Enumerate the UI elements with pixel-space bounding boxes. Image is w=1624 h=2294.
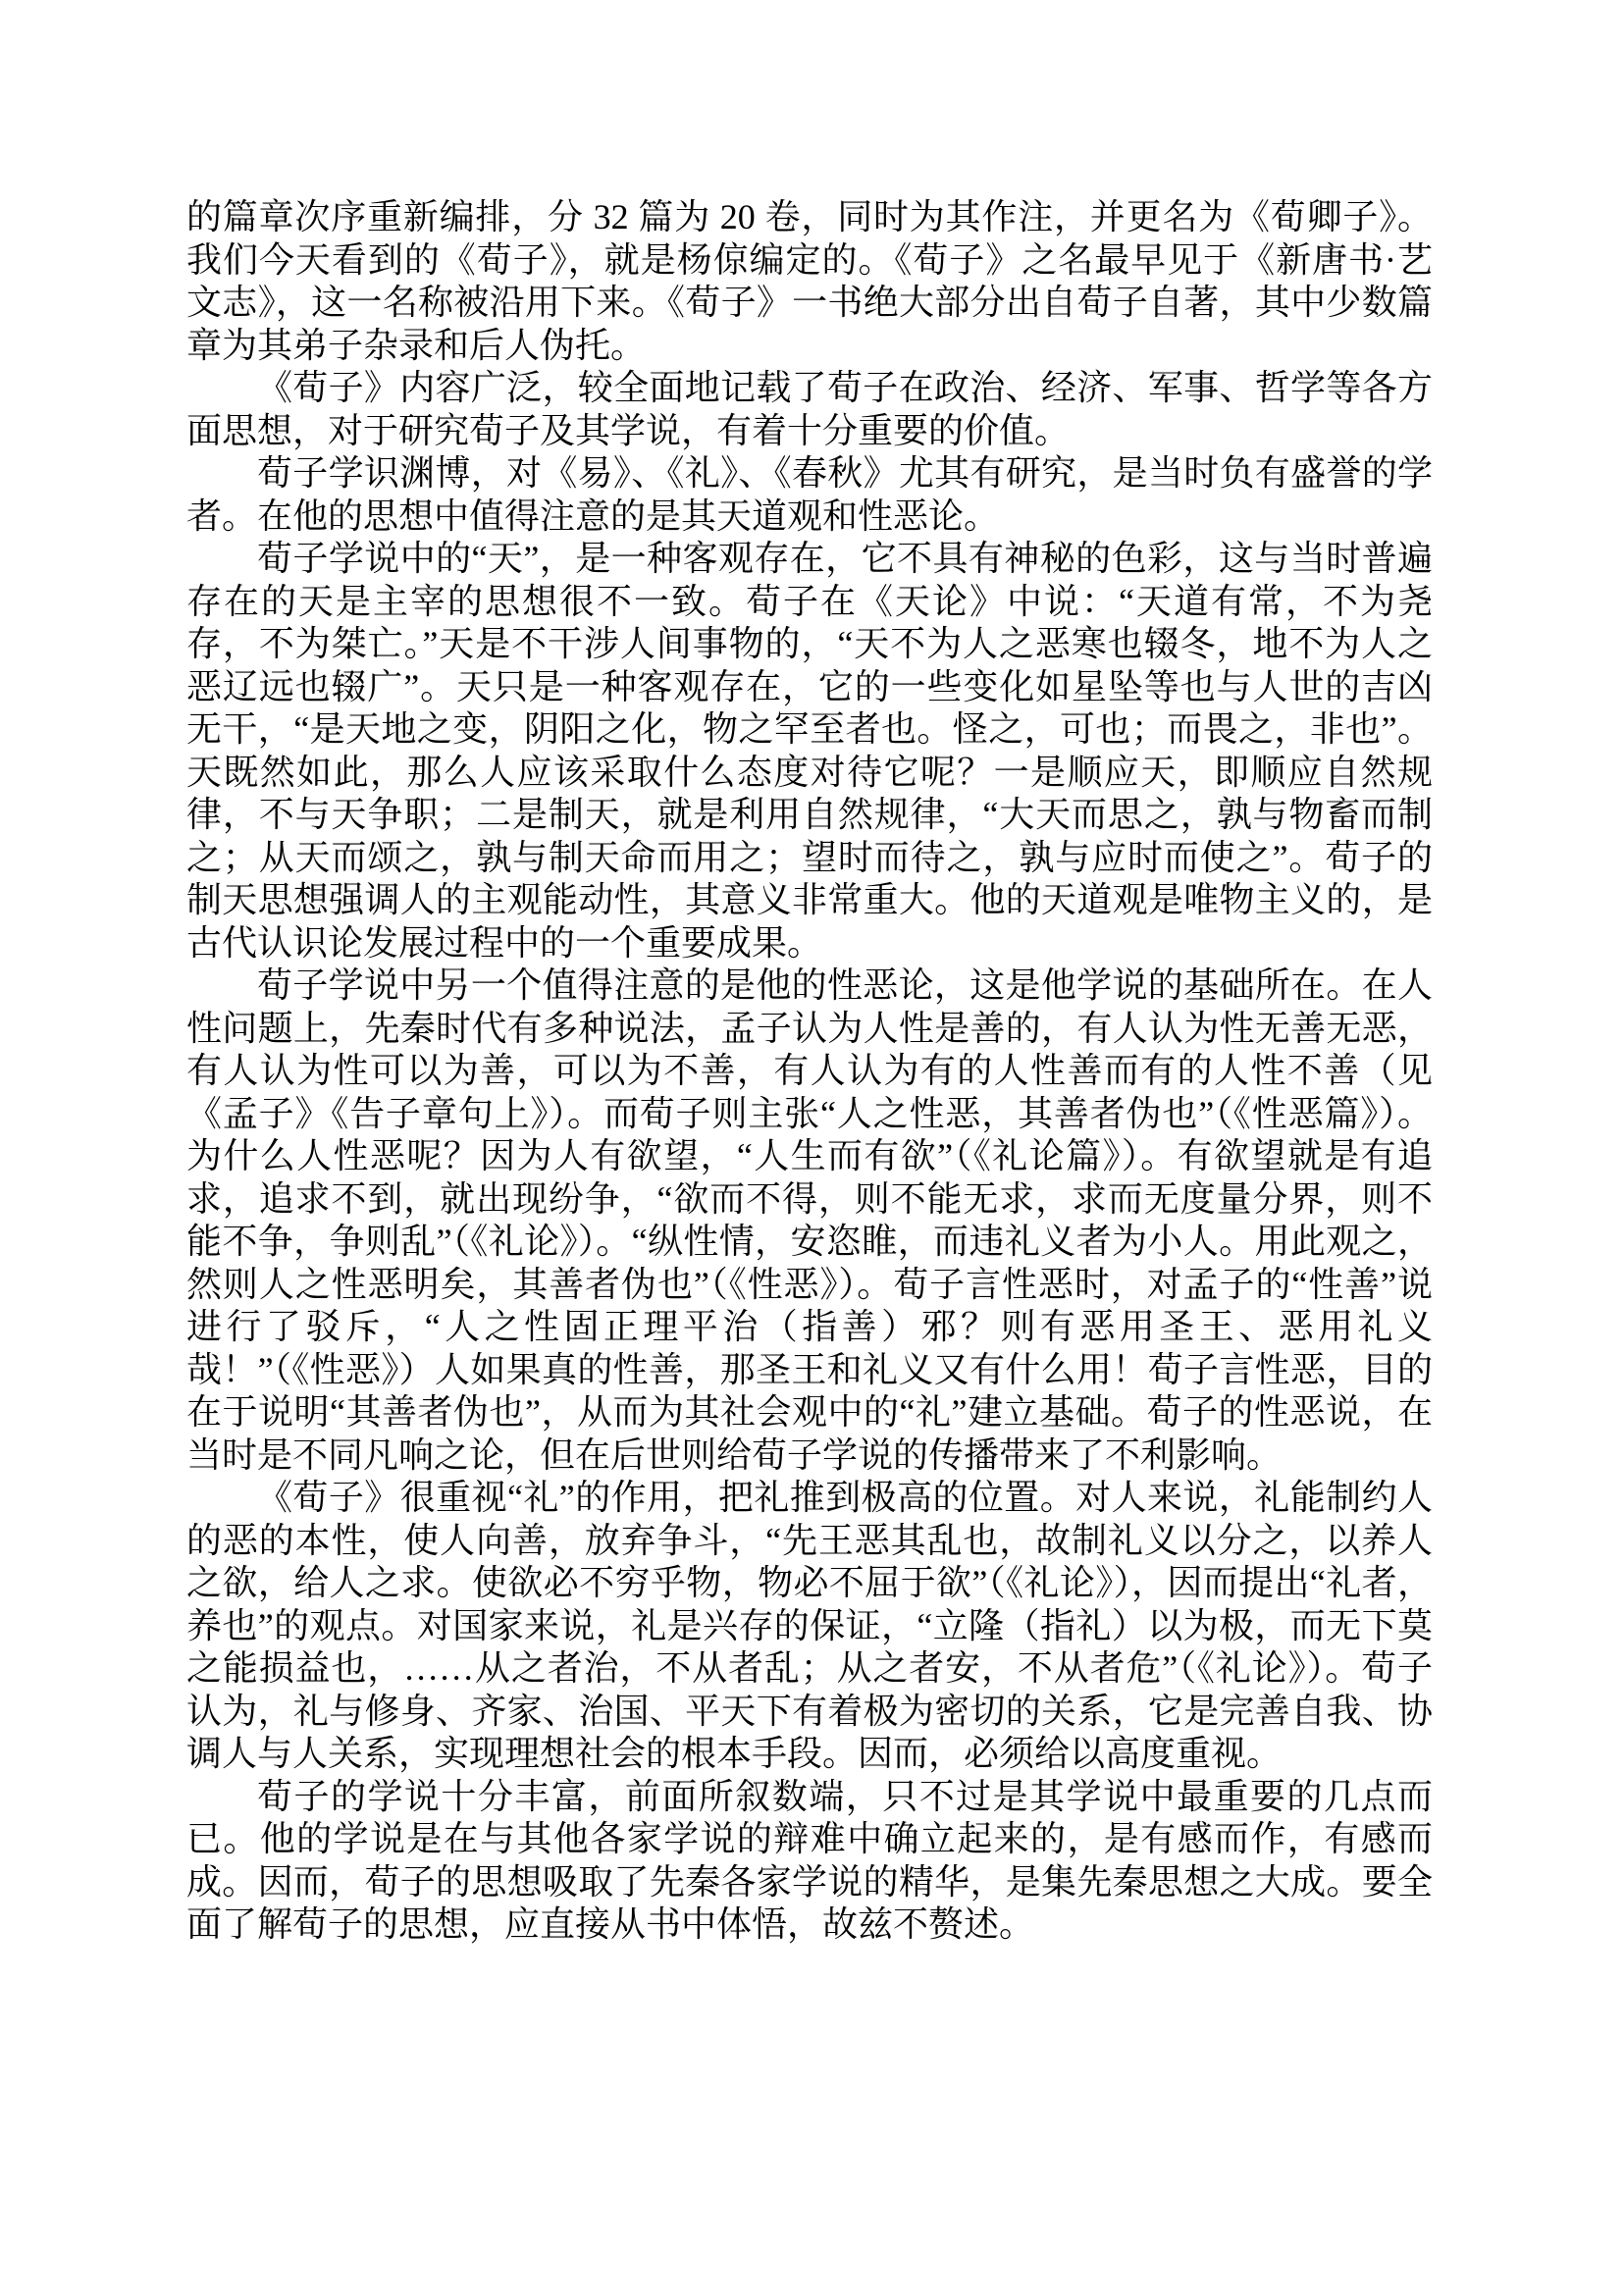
paragraph-li-theory: 《荀子》很重视“礼”的作用，把礼推到极高的位置。对人来说，礼能制约人的恶的本性，使人向善，放弃争斗，“先王恶其乱也，故制礼义以分之，以养人之欲，给人之求。使欲必不穷乎物，物必不屈于欲”（《礼论》），因而提出“礼者，养也”的观点。对国家来说，礼是兴存的保证，“立隆（指礼）以为极，而无下莫之能损益也，……从之者治，不从者乱；从之者安，不从者危”（《礼论》）。荀子认为，礼与修身、齐家、治国、平天下有着极为密切的关系，它是完善自我、协调人与人关系，实现理想社会的根本手段。因而，必须给以高度重视。 bbox=[186, 1478, 1433, 1773]
paragraph-tian-theory: 荀子学说中的“天”，是一种客观存在，它不具有神秘的色彩，这与当时普遍存在的天是主宰的思想很不一致。荀子在《天论》中说：“天道有常，不为尧存，不为桀亡。”天是不干涉人间事物的，“天不为人之恶寒也辍冬，地不为人之恶辽远也辍广”。天只是一种客观存在，它的一些变化如星坠等也与人世的吉凶无干，“是天地之变，阴阳之化，物之罕至者也。怪之，可也；而畏之，非也”。天既然如此，那么人应该采取什么态度对待它呢？一是顺应天，即顺应自然规律，不与天争职；二是制天，就是利用自然规律，“大天而思之，孰与物畜而制之；从天而颂之，孰与制天命而用之；望时而待之，孰与应时而使之”。荀子的制天思想强调人的主观能动性，其意义非常重大。他的天道观是唯物主义的，是古代认识论发展过程中的一个重要成果。 bbox=[186, 539, 1433, 963]
paragraph-continuation: 的篇章次序重新编排，分 32 篇为 20 卷，同时为其作注，并更名为《荀卿子》。我们今天看到的《荀子》，就是杨倞编定的。《荀子》之名最早见于《新唐书·艺文志》，这一名称被沿用下来。《荀子》一书绝大部分出自荀子自著，其中少数篇章为其弟子杂录和后人伪托。 bbox=[186, 197, 1433, 365]
paragraph-conclusion: 荀子的学说十分丰富，前面所叙数端，只不过是其学说中最重要的几点而已。他的学说是在与其他各家学说的辩难中确立起来的，是有感而作，有感而成。因而，荀子的思想吸取了先秦各家学说的精华，是集先秦思想之大成。要全面了解荀子的思想，应直接从书中体悟，故兹不赘述。 bbox=[186, 1776, 1433, 1944]
paragraph-scholarship: 荀子学识渊博，对《易》、《礼》、《春秋》尤其有研究，是当时负有盛誉的学者。在他的思想中值得注意的是其天道观和性恶论。 bbox=[186, 453, 1433, 536]
document-text-block bbox=[186, 196, 1433, 1947]
paragraph-overview: 《荀子》内容广泛，较全面地记载了荀子在政治、经济、军事、哲学等各方面思想，对于研究荀子及其学说，有着十分重要的价值。 bbox=[186, 368, 1433, 450]
paragraph-xing-e-theory: 荀子学说中另一个值得注意的是他的性恶论，这是他学说的基础所在。在人性问题上，先秦时代有多种说法，孟子认为人性是善的，有人认为性无善无恶，有人认为性可以为善，可以为不善，有人认为有的人性善而有的人性不善（见《孟子》《告子章句上》）。而荀子则主张“人之性恶，其善者伪也”（《性恶篇》）。为什么人性恶呢？因为人有欲望，“人生而有欲”（《礼论篇》）。有欲望就是有追求，追求不到，就出现纷争，“欲而不得，则不能无求，求而无度量分界，则不能不争，争则乱”（《礼论》）。“纵性情，安恣睢，而违礼义者为小人。用此观之，然则人之性恶明矣，其善者伪也”（《性恶》）。荀子言性恶时，对孟子的“性善”说进行了驳斥，“人之性固正理平治（指善）邪？则有恶用圣王、恶用礼义哉！”（《性恶》）人如果真的性善，那圣王和礼义又有什么用！荀子言性恶，目的在于说明“其善者伪也”，从而为其社会观中的“礼”建立基础。荀子的性恶说，在当时是不同凡响之论，但在后世则给荀子学说的传播带来了不利影响。 bbox=[186, 965, 1433, 1475]
